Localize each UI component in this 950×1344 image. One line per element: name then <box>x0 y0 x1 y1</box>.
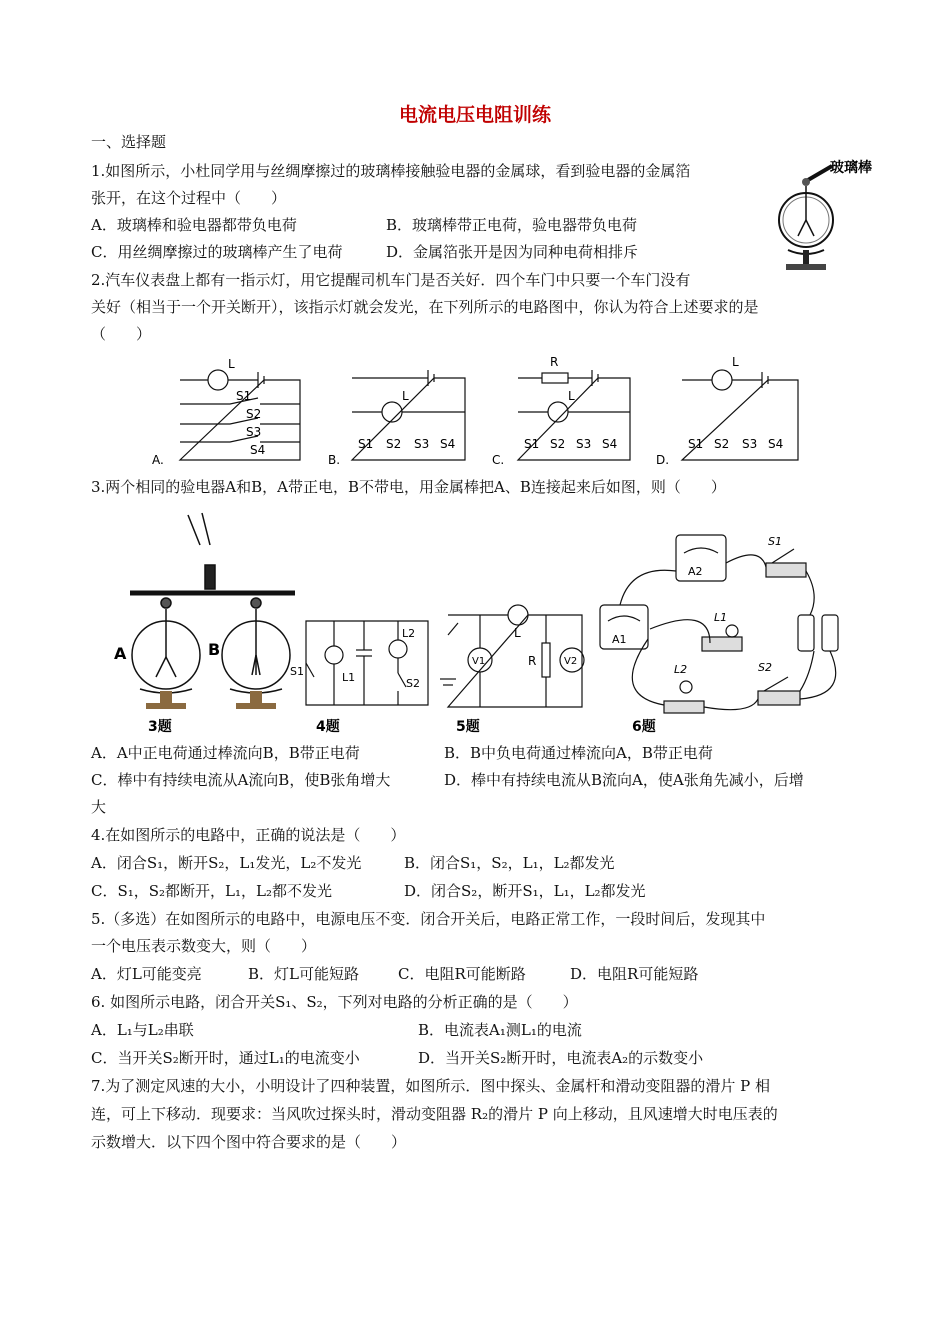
fig5-v1-label: V1 <box>472 656 486 667</box>
q2-label-d: D. <box>656 453 670 467</box>
q4-option-b: B．闭合S₁，S₂，L₁，L₂都发光 <box>404 854 615 872</box>
q2-stem-line3: （ ） <box>91 325 152 343</box>
fig5-v2-label: V2 <box>564 656 578 667</box>
fig6-a2-label: A2 <box>688 565 703 578</box>
q2-circuit-diagrams <box>140 350 820 470</box>
q2c-s3-label: S3 <box>576 437 592 451</box>
q2b-s4-label: S4 <box>440 437 456 451</box>
q2a-s2-label: S2 <box>246 407 262 421</box>
q2c-resistor-label: R <box>550 355 559 369</box>
q5-option-c: C．电阻R可能断路 <box>398 965 526 983</box>
q1-stem-line1: 1.如图所示，小杜同学用与丝绸摩擦过的玻璃棒接触验电器的金属球，看到验电器的金属箔 <box>91 162 691 180</box>
q2-label-a: A. <box>152 453 164 467</box>
q2d-s4-label: S4 <box>768 437 784 451</box>
fig4-caption: 4题 <box>316 719 340 735</box>
q2b-s1-label: S1 <box>358 437 374 451</box>
page-title: 电流电压电阻训练 <box>398 104 551 126</box>
q3-option-d: D．棒中有持续电流从B流向A，使A张角先减小，后增 <box>444 771 804 789</box>
q5-stem-line2: 一个电压表示数变大，则（ ） <box>91 937 317 955</box>
q3-option-c: C．棒中有持续电流从A流向B，使B张角增大 <box>91 771 391 789</box>
q2b-lamp-label: L <box>402 389 409 403</box>
q5-stem-line1: 5.（多选）在如图所示的电路中，电源电压不变．闭合开关后，电路正常工作，一段时间后，发现其中 <box>91 910 766 928</box>
electroscope-a-label: A <box>114 644 127 663</box>
q2c-s1-label: S1 <box>524 437 540 451</box>
fig3-caption: 3题 <box>148 719 172 735</box>
q2d-s1-label: S1 <box>688 437 704 451</box>
q2-stem-line2: 关好（相当于一个开关断开），该指示灯就会发光，在下列所示的电路图中，你认为符合上述要求的是 <box>91 298 759 316</box>
q7-stem-line2: 连，可上下移动．现要求：当风吹过探头时，滑动变阻器 R₂的滑片 P 向上移动，且风速增大时电压表的 <box>91 1105 778 1123</box>
electroscope-b-label: B <box>208 640 221 659</box>
fig5-resistor-label: R <box>528 654 537 668</box>
q2a-lamp-label: L <box>228 357 235 371</box>
q2d-s2-label: S2 <box>714 437 730 451</box>
q2d-s3-label: S3 <box>742 437 758 451</box>
q2-stem-line1: 2.汽车仪表盘上都有一指示灯，用它提醒司机车门是否关好．四个车门中只要一个车门没有 <box>91 271 691 289</box>
q2c-s4-label: S4 <box>602 437 618 451</box>
q3-stem: 3.两个相同的验电器A和B，A带正电，B不带电，用金属棒把A、B连接起来后如图，则（ ） <box>91 478 726 496</box>
fig6-s2-label: S2 <box>758 661 772 674</box>
fig6-l2-label: L2 <box>674 663 688 676</box>
q4-option-a: A．闭合S₁，断开S₂，L₁发光，L₂不发光 <box>91 854 362 872</box>
q3-option-d-cont: 大 <box>91 798 107 816</box>
q3-option-a: A．A中正电荷通过棒流向B，B带正电荷 <box>91 744 360 762</box>
q6-stem: 6. 如图所示电路，闭合开关S₁、S₂，下列对电路的分析正确的是（ ） <box>91 993 578 1011</box>
q2c-lamp-label: L <box>568 389 575 403</box>
q6-option-c: C．当开关S₂断开时，通过L₁的电流变小 <box>91 1049 360 1067</box>
q2b-s2-label: S2 <box>386 437 402 451</box>
q1-stem-line2: 张开，在这个过程中（ ） <box>91 189 287 207</box>
q3-to-q6-figures <box>110 505 880 737</box>
q3-option-b: B．B中负电荷通过棒流向A，B带正电荷 <box>444 744 713 762</box>
q2b-s3-label: S3 <box>414 437 430 451</box>
q4-option-d: D．闭合S₂，断开S₁，L₁，L₂都发光 <box>404 882 646 900</box>
q6-option-a: A．L₁与L₂串联 <box>91 1021 194 1039</box>
q1-option-a: A．玻璃棒和验电器都带负电荷 <box>91 216 297 234</box>
section-heading: 一、选择题 <box>91 133 167 151</box>
q2a-s3-label: S3 <box>246 425 262 439</box>
q7-stem-line3: 示数增大．以下四个图中符合要求的是（ ） <box>91 1133 407 1151</box>
q2a-s4-label: S4 <box>250 443 266 457</box>
fig6-l1-label: L1 <box>714 611 728 624</box>
fig4-s1-label: S1 <box>290 665 304 678</box>
fig5-lamp-label: L <box>514 626 521 640</box>
q5-option-b: B．灯L可能短路 <box>248 965 359 983</box>
fig4-l2-label: L2 <box>402 627 416 640</box>
q2a-s1-label: S1 <box>236 389 252 403</box>
q2c-s2-label: S2 <box>550 437 566 451</box>
q4-option-c: C．S₁，S₂都断开，L₁，L₂都不发光 <box>91 882 333 900</box>
glass-rod-label: 玻璃棒 <box>830 160 872 176</box>
q2-label-c: C. <box>492 453 505 467</box>
q1-option-c: C．用丝绸摩擦过的玻璃棒产生了电荷 <box>91 243 343 261</box>
fig6-s1-label: S1 <box>768 535 782 548</box>
q4-stem: 4.在如图所示的电路中，正确的说法是（ ） <box>91 826 406 844</box>
q5-option-a: A．灯L可能变亮 <box>91 965 202 983</box>
fig4-l1-label: L1 <box>342 671 356 684</box>
q6-option-b: B．电流表A₁测L₁的电流 <box>418 1021 582 1039</box>
q1-option-b: B．玻璃棒带正电荷，验电器带负电荷 <box>386 216 638 234</box>
fig6-caption: 6题 <box>632 719 656 735</box>
q2d-lamp-label: L <box>732 355 739 369</box>
q2-label-b: B. <box>328 453 341 467</box>
q5-option-d: D．电阻R可能短路 <box>570 965 699 983</box>
q7-stem-line1: 7.为了测定风速的大小，小明设计了四种装置，如图所示．图中探头、金属杆和滑动变阻器的滑片 P 相 <box>91 1077 770 1095</box>
q1-option-d: D．金属箔张开是因为同种电荷相排斥 <box>386 243 639 261</box>
q6-option-d: D．当开关S₂断开时，电流表A₂的示数变小 <box>418 1049 704 1067</box>
fig6-a1-label: A1 <box>612 633 627 646</box>
fig5-caption: 5题 <box>456 719 480 735</box>
fig4-s2-label: S2 <box>406 677 420 690</box>
q1-electroscope-figure <box>770 150 890 280</box>
